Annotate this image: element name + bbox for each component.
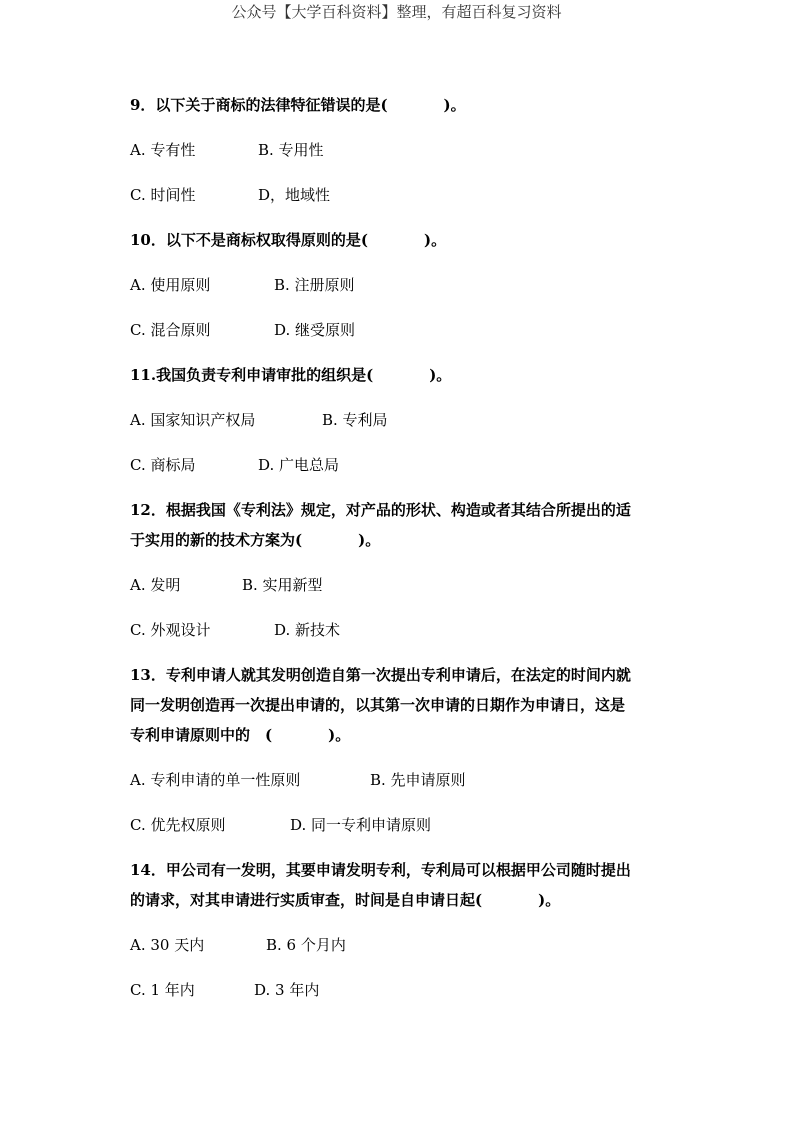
question-stem	[130, 225, 670, 255]
option-c: C. 时间性	[130, 186, 196, 204]
options-row	[130, 405, 670, 435]
option-b: B. 专用性	[258, 141, 324, 159]
option-d: D. 新技术	[274, 621, 341, 639]
question-stem	[130, 885, 670, 915]
options-row	[130, 135, 670, 165]
stem-text: 专利申请原则中的 (	[130, 726, 273, 744]
option-d: D. 继受原则	[274, 321, 356, 339]
question-11	[130, 360, 670, 480]
question-stem	[130, 525, 670, 555]
stem-text: 11.我国负责专利申请审批的组织是(	[130, 366, 374, 384]
option-d: D. 广电总局	[258, 456, 340, 474]
question-9	[130, 90, 670, 210]
stem-end: )。	[429, 366, 452, 384]
option-b: B. 专利局	[322, 411, 388, 429]
options-row	[130, 810, 670, 840]
stem-end: )。	[538, 891, 561, 909]
options-row	[130, 615, 670, 645]
options-row	[130, 270, 670, 300]
option-b: B. 先申请原则	[370, 771, 466, 789]
option-b: B. 实用新型	[242, 576, 323, 594]
question-stem	[130, 360, 670, 390]
stem-text: 12．根据我国《专利法》规定，对产品的形状、构造或者其结合所提出的适	[130, 501, 631, 519]
stem-text: 的请求，对其申请进行实质审查，时间是自申请日起(	[130, 891, 483, 909]
question-stem	[130, 855, 670, 885]
option-d: D，地域性	[258, 186, 331, 204]
stem-text: 9．以下关于商标的法律特征错误的是(	[130, 96, 388, 114]
stem-end: )。	[328, 726, 351, 744]
document-body	[130, 90, 670, 1020]
option-d: D. 同一专利申请原则	[290, 816, 432, 834]
option-c: C. 商标局	[130, 456, 196, 474]
question-stem	[130, 720, 670, 750]
question-stem	[130, 690, 670, 720]
stem-text: 于实用的新的技术方案为(	[130, 531, 303, 549]
option-a: A. 30 天内	[130, 936, 205, 954]
options-row	[130, 450, 670, 480]
option-a: A. 专有性	[130, 141, 196, 159]
option-a: A. 发明	[130, 576, 181, 594]
option-b: B. 6 个月内	[266, 936, 346, 954]
question-stem	[130, 90, 670, 120]
options-row	[130, 180, 670, 210]
question-10	[130, 225, 670, 345]
options-row	[130, 570, 670, 600]
stem-end: )。	[358, 531, 381, 549]
option-b: B. 注册原则	[274, 276, 355, 294]
question-14	[130, 855, 670, 1005]
options-row	[130, 930, 670, 960]
stem-text: 13．专利申请人就其发明创造自第一次提出专利申请后，在法定的时间内就	[130, 666, 631, 684]
option-c: C. 混合原则	[130, 321, 211, 339]
stem-text: 14．甲公司有一发明，其要申请发明专利，专利局可以根据甲公司随时提出	[130, 861, 631, 879]
option-c: C. 优先权原则	[130, 816, 226, 834]
options-row	[130, 765, 670, 795]
option-c: C. 外观设计	[130, 621, 211, 639]
option-a: A. 国家知识产权局	[130, 411, 256, 429]
page-header: 公众号【大学百科资料】整理，有超百科复习资料	[231, 3, 562, 21]
option-c: C. 1 年内	[130, 981, 195, 999]
options-row	[130, 315, 670, 345]
question-13	[130, 660, 670, 840]
stem-end: )。	[423, 231, 447, 249]
question-stem	[130, 495, 670, 525]
stem-text: 10．以下不是商标权取得原则的是(	[130, 231, 368, 249]
stem-text: 同一发明创造再一次提出申请的，以其第一次申请的日期作为申请日，这是	[130, 696, 626, 714]
stem-end: )。	[443, 96, 466, 114]
option-d: D. 3 年内	[254, 981, 320, 999]
option-a: A. 使用原则	[130, 276, 211, 294]
option-a: A. 专利申请的单一性原则	[130, 771, 301, 789]
question-stem	[130, 660, 670, 690]
question-12	[130, 495, 670, 645]
options-row	[130, 975, 670, 1005]
